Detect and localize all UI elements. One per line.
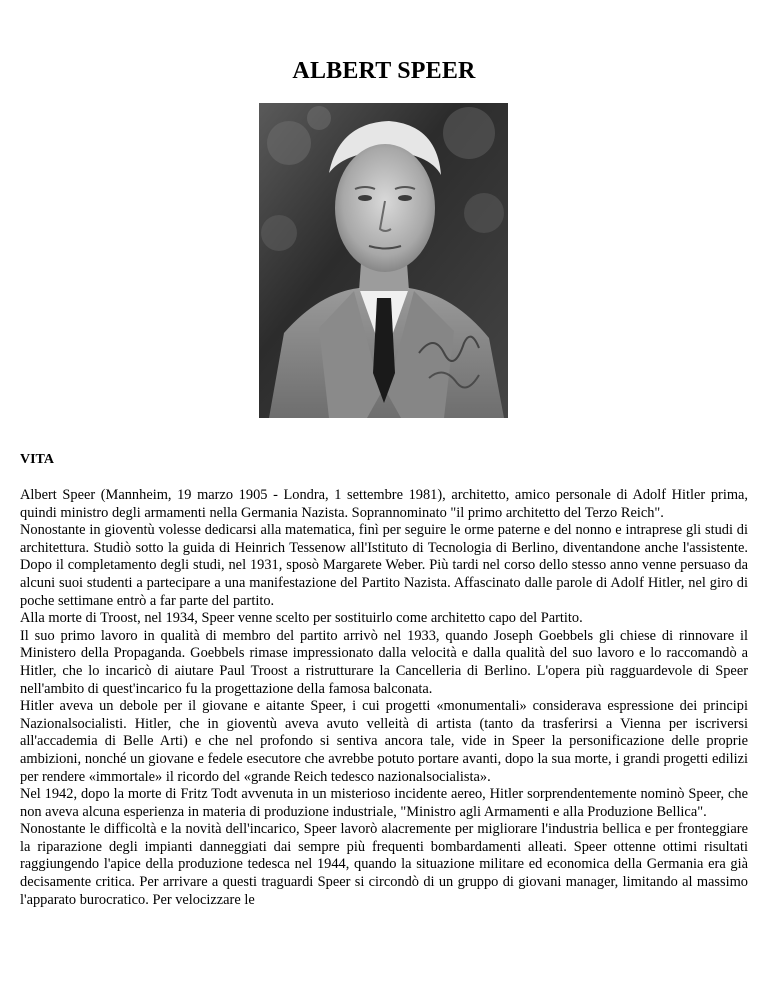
paragraph-5: Hitler aveva un debole per il giovane e aitante Speer, i cui progetti «monumentali» considerava espressione dei principi Nazionalsocialisti. Hitler, che in gioventù aveva avuto velleità di artista (tanto da trasferirsi a Vienna per iscriversi all'accademia di Belle Arti) e che nel profondo si sentiva ancora tale, vide in Speer la personificazione delle proprie ambizioni, nonché un giovane e fedele esecutore che avrebbe potuto portare avanti, dopo la sua morte, i grandi progetti edilizi per rendere «immortale» il ricordo del «grande Reich tedesco nazionalsocialista». bbox=[20, 698, 748, 785]
portrait-photo-icon bbox=[259, 103, 508, 418]
paragraph-6: Nel 1942, dopo la morte di Fritz Todt avvenuta in un misterioso incidente aereo, Hitler sorprendentemente nominò Speer, che non aveva alcuna esperienza in materia di produzione industriale, "Ministro agli Armamenti e alla Produzione Bellica". bbox=[20, 786, 748, 820]
body-text bbox=[20, 487, 748, 909]
paragraph-2: Nonostante in gioventù volesse dedicarsi alla matematica, finì per seguire le orme paterne e del nonno e intraprese gli studi di architettura. Studiò sotto la guida di Heinrich Tessenow all'Istituto di Tecnologia di Berlino, diventandone anche l'assistente. Dopo il completamento degli studi, nel 1931, sposò Margarete Weber. Più tardi nel corso dello stesso anno venne persuaso da alcuni suoi studenti a partecipare a una manifestazione del Partito Nazista. Affascinato dalle parole di Adolf Hitler, nel giro di poche settimane entrò a far parte del partito. bbox=[20, 522, 748, 609]
paragraph-7: Nonostante le difficoltà e la novità dell'incarico, Speer lavorò alacremente per migliorare l'industria bellica e per fronteggiare la riparazione degli impianti danneggiati dai sempre più frequenti bombardamenti alleati. Speer ottenne ottimi risultati raggiungendo l'apice della produzione tedesca nel 1944, quando la situazione militare ed economica della Germania era già decisamente critica. Per arrivare a questi traguardi Speer si circondò di un gruppo di giovani manager, limitando al massimo l'apparato burocratico. Per velocizzare le bbox=[20, 821, 748, 908]
portrait-photo bbox=[259, 103, 508, 418]
page-title: ALBERT SPEER bbox=[292, 58, 476, 84]
paragraph-1: Albert Speer (Mannheim, 19 marzo 1905 - Londra, 1 settembre 1981), architetto, amico personale di Adolf Hitler prima, quindi ministro degli armamenti nella Germania Nazista. Soprannominato "il primo architetto del Terzo Reich". bbox=[20, 487, 748, 521]
paragraph-4: Il suo primo lavoro in qualità di membro del partito arrivò nel 1933, quando Joseph Goebbels gli chiese di rinnovare il Ministero della Propaganda. Goebbels rimase impressionato dalla velocità e dalla qualità del suo lavoro e lo raccomandò a Hitler, che lo incaricò di aiutare Paul Troost a ristrutturare la Cancelleria di Berlino. L'opera più ragguardevole di Speer nell'ambito di quest'incarico fu la progettazione della famosa balconata. bbox=[20, 627, 748, 697]
section-heading-vita: VITA bbox=[20, 452, 54, 467]
paragraph-3: Alla morte di Troost, nel 1934, Speer venne scelto per sostituirlo come architetto capo del Partito. bbox=[20, 610, 583, 627]
